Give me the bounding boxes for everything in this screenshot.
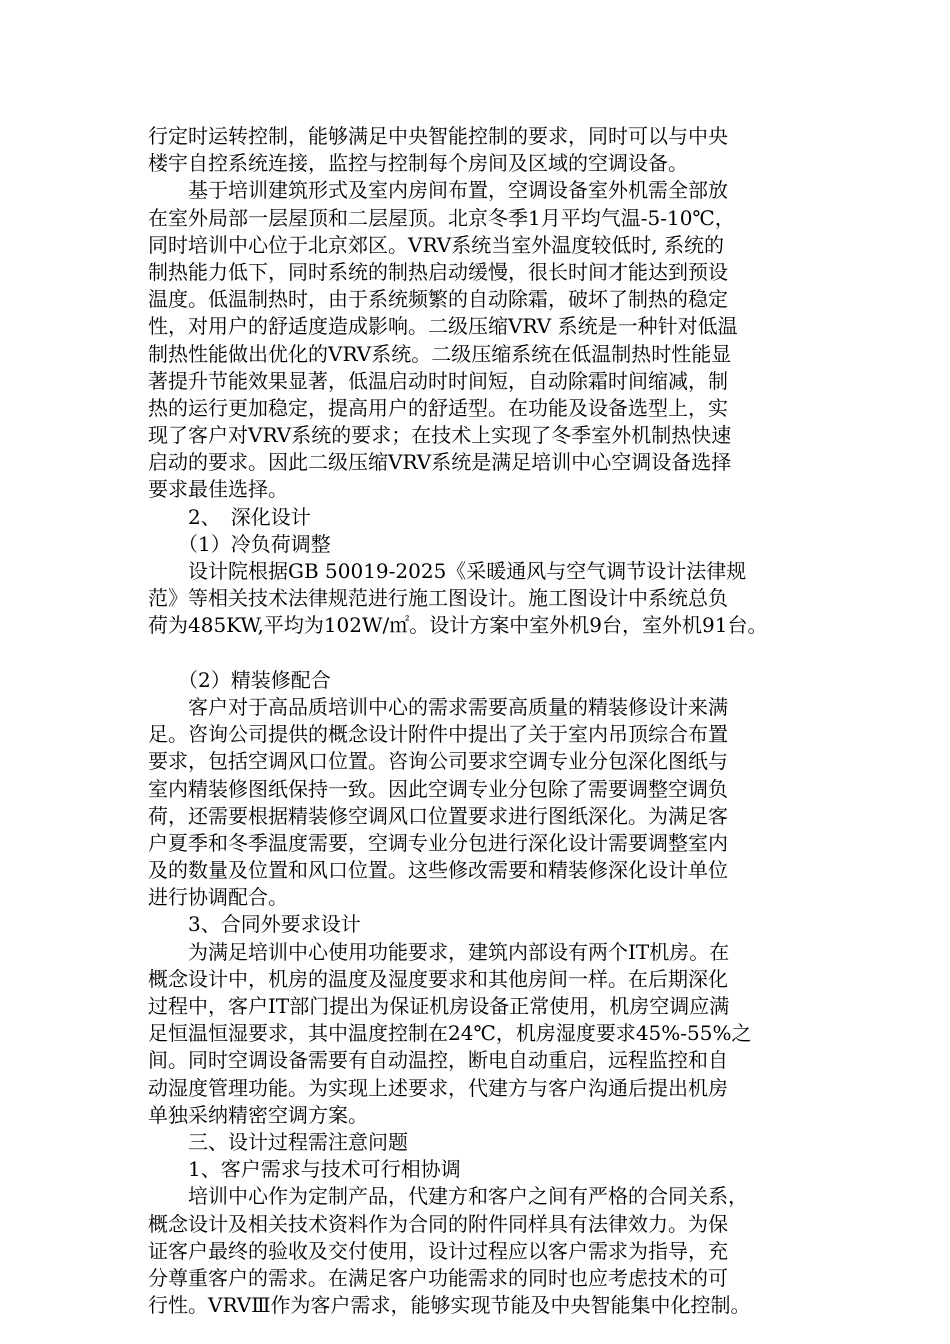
- text-line: 楼宇自控系统连接，监控与控制每个房间及区域的空调设备。: [148, 151, 688, 176]
- text-line: 同时培训中心位于北京郊区。VRV系统当室外温度较低时, 系统的: [148, 232, 724, 257]
- text-line: 制热能力低下，同时系统的制热启动缓慢，很长时间才能达到预设: [148, 259, 728, 284]
- paragraph-start-line: 设计院根据GB 50019-2025《采暖通风与空气调节设计法律规: [148, 559, 747, 583]
- text-line: 行定时运转控制，能够满足中央智能控制的要求，同时可以与中央: [148, 124, 728, 148]
- text-line: 启动的要求。因此二级压缩VRV系统是满足培训中心空调设备选择: [148, 450, 732, 475]
- text-line: 进行协调配合。: [148, 885, 288, 910]
- text-line: 动湿度管理功能。为实现上述要求，代建方与客户沟通后提出机房: [148, 1075, 728, 1100]
- text-line: 制热性能做出优化的VRV系统。二级压缩系统在低温制热时性能显: [148, 341, 732, 366]
- subsection-heading: （1）冷负荷调整: [148, 531, 331, 556]
- section-heading: 1、客户需求与技术可行相协调: [148, 1157, 461, 1182]
- paragraph-start-line: 为满足培训中心使用功能要求，建筑内部设有两个IT机房。在: [148, 939, 730, 964]
- text-line: 要求最佳选择。: [148, 477, 288, 502]
- paragraph-start-line: 基于培训建筑形式及室内房间布置，空调设备室外机需全部放: [148, 178, 728, 203]
- paragraph-start-line: 客户对于高品质培训中心的需求需要高质量的精装修设计来满: [148, 694, 728, 719]
- text-line: 室内精装修图纸保持一致。因此空调专业分包除了需要调整空调负: [148, 776, 728, 801]
- text-line: 概念设计中，机房的温度及湿度要求和其他房间一样。在后期深化: [148, 966, 728, 991]
- text-line: 在室外局部一层屋顶和二层屋顶。北京冬季1月平均气温-5-10℃，: [148, 205, 735, 230]
- section-heading: 3、合同外要求设计: [148, 912, 361, 937]
- text-line: 热的运行更加稳定，提高用户的舒适型。在功能及设备选型上，实: [148, 395, 728, 420]
- text-line: 及的数量及位置和风口位置。这些修改需要和精装修深化设计单位: [148, 858, 728, 883]
- text-line: 性，对用户的舒适度造成影响。二级压缩VRV 系统是一种针对低温: [148, 314, 738, 339]
- text-line: 单独采纳精密空调方案。: [148, 1102, 368, 1127]
- text-line: 现了客户对VRV系统的要求；在技术上实现了冬季室外机制热快速: [148, 423, 732, 448]
- text-line: 足。咨询公司提供的概念设计附件中提出了关于室内吊顶综合布置: [148, 722, 728, 747]
- chapter-heading: 三、设计过程需注意问题: [148, 1129, 408, 1154]
- text-line: 行性。VRVⅢ作为客户需求，能够实现节能及中央智能集中化控制。: [148, 1293, 751, 1318]
- text-line: 证客户最终的验收及交付使用，设计过程应以客户需求为指导，充: [148, 1238, 728, 1263]
- text-line: 荷，还需要根据精装修空调风口位置要求进行图纸深化。为满足客: [148, 803, 728, 828]
- text-line: 温度。低温制热时，由于系统频繁的自动除霜，破坏了制热的稳定: [148, 287, 728, 312]
- section-heading: 2、 深化设计: [148, 504, 311, 529]
- subsection-heading: （2）精装修配合: [148, 667, 331, 692]
- text-line: 间。同时空调设备需要有自动温控，断电自动重启，远程监控和自: [148, 1048, 728, 1073]
- text-line: 概念设计及相关技术资料作为合同的附件同样具有法律效力。为保: [148, 1211, 728, 1236]
- text-line: 分尊重客户的需求。在满足客户功能需求的同时也应考虑技术的可: [148, 1265, 728, 1290]
- text-line: 过程中，客户IT部门提出为保证机房设备正常使用，机房空调应满: [148, 994, 730, 1018]
- text-line: 要求，包括空调风口位置。咨询公司要求空调专业分包深化图纸与: [148, 749, 728, 774]
- text-line: 著提升节能效果显著，低温启动时时间短，自动除霜时间缩减，制: [148, 368, 728, 393]
- text-line: 足恒温恒湿要求，其中温度控制在24℃，机房湿度要求45%-55%之: [148, 1021, 752, 1046]
- body-text: [148, 123, 828, 1319]
- text-line: 户夏季和冬季温度需要，空调专业分包进行深化设计需要调整室内: [148, 830, 728, 855]
- paragraph-start-line: 培训中心作为定制产品，代建方和客户之间有严格的合同关系，: [148, 1184, 748, 1209]
- text-line: 荷为485KW,平均为102W/㎡。设计方案中室外机9台，室外机91台。: [148, 613, 768, 638]
- blank-line: [148, 640, 828, 667]
- text-line: 范》等相关技术法律规范进行施工图设计。施工图设计中系统总负: [148, 586, 728, 611]
